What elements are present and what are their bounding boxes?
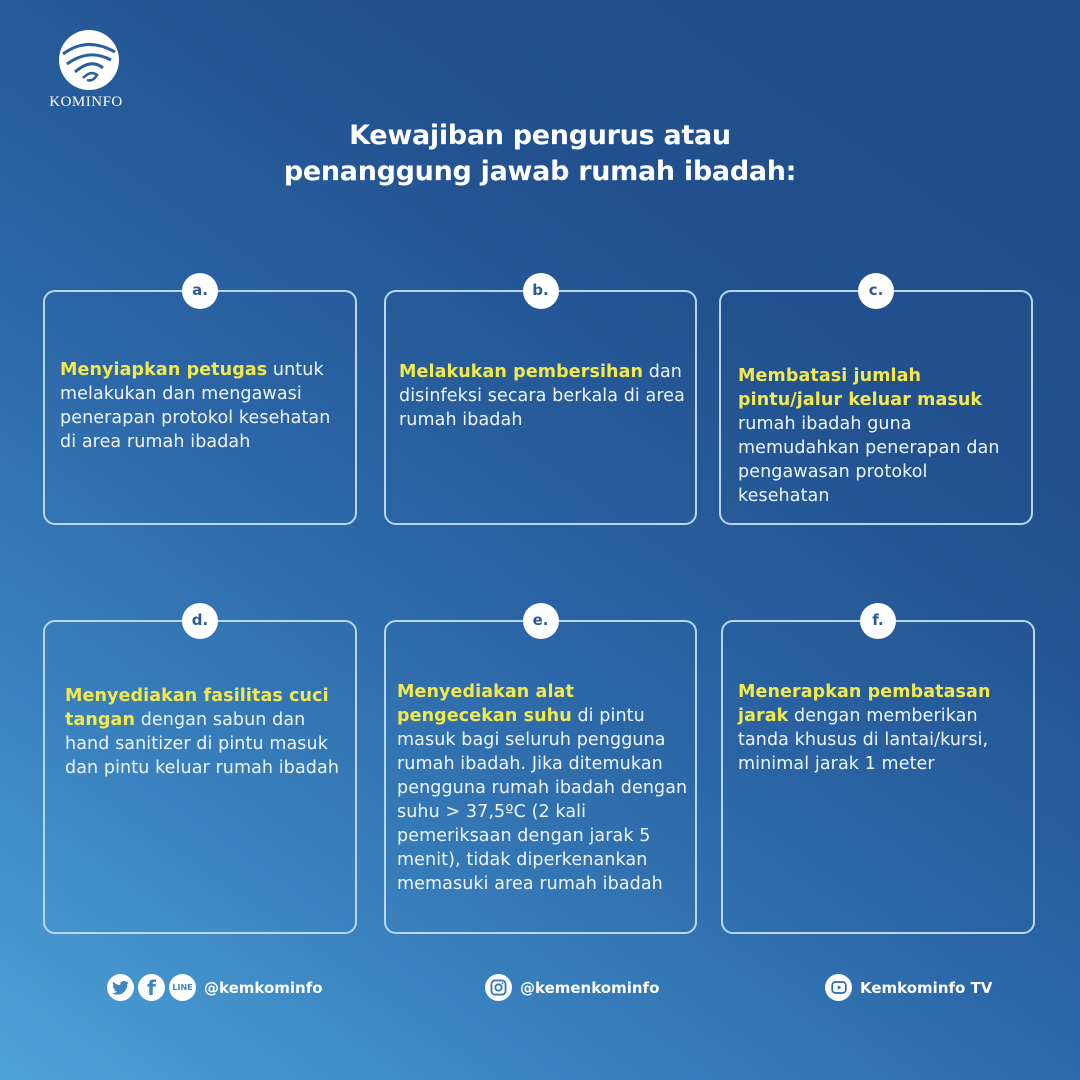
card-e bbox=[384, 611, 697, 934]
kemkominfo-handle[interactable]: @kemkominfo bbox=[204, 978, 323, 997]
footer-social-kemkominfo[interactable] bbox=[107, 974, 323, 1001]
youtube-icon[interactable] bbox=[825, 974, 852, 1001]
card-highlight: Menyediakan alat pengecekan suhu bbox=[397, 682, 574, 726]
kominfo-emblem-icon bbox=[57, 28, 121, 92]
card-highlight: Melakukan pembersihan bbox=[399, 362, 644, 382]
card-body bbox=[65, 684, 355, 780]
card-a bbox=[43, 281, 357, 525]
footer-social-instagram[interactable] bbox=[485, 974, 659, 1001]
line-icon[interactable]: LINE bbox=[169, 974, 196, 1001]
page-title bbox=[0, 118, 1080, 190]
facebook-icon[interactable]: f bbox=[138, 974, 165, 1001]
card-body bbox=[397, 680, 693, 896]
title-line-2: penanggung jawab rumah ibadah: bbox=[283, 156, 797, 187]
twitter-icon[interactable] bbox=[107, 974, 134, 1001]
card-highlight: Menerapkan pembatasan jarak bbox=[738, 682, 991, 726]
instagram-icon[interactable] bbox=[485, 974, 512, 1001]
card-label-badge: f. bbox=[860, 603, 896, 639]
card-text: rumah ibadah guna memudahkan penerapan dan pengawasan protokol kesehatan bbox=[738, 414, 1000, 506]
card-text: untuk melakukan dan mengawasi penerapan protokol kesehatan di area rumah ibadah bbox=[60, 360, 331, 452]
card-d bbox=[43, 611, 357, 934]
card-body bbox=[738, 680, 1030, 776]
card-b bbox=[384, 281, 697, 525]
card-highlight: Membatasi jumlah pintu/jalur keluar masuk bbox=[738, 366, 983, 410]
card-label-badge: e. bbox=[523, 603, 559, 639]
card-body bbox=[399, 360, 691, 432]
card-f bbox=[721, 611, 1035, 934]
card-label-badge: b. bbox=[523, 273, 559, 309]
logo-text: KOMINFO bbox=[49, 94, 123, 110]
title-line-1: Kewajiban pengurus atau bbox=[349, 120, 731, 151]
card-text: di pintu masuk bagi seluruh pengguna rumah ibadah. Jika ditemukan pengguna rumah ibadah dengan suhu > 37,5ºC (2 kali pemeriksaan dengan jarak 5 menit), tidak diperkenankan memasuki area rumah ibadah bbox=[397, 706, 688, 894]
card-label-badge: d. bbox=[182, 603, 218, 639]
kominfo-logo bbox=[44, 28, 134, 111]
footer-social-youtube[interactable] bbox=[825, 974, 992, 1001]
card-highlight: Menyediakan fasilitas cuci tangan bbox=[65, 686, 329, 730]
youtube-channel-name[interactable]: Kemkominfo TV bbox=[860, 978, 993, 997]
card-text: dengan sabun dan hand sanitizer di pintu masuk dan pintu keluar rumah ibadah bbox=[65, 710, 340, 778]
card-text: dan disinfeksi secara berkala di area rumah ibadah bbox=[399, 362, 685, 430]
card-c bbox=[719, 281, 1033, 525]
card-highlight: Menyiapkan petugas bbox=[60, 360, 268, 380]
card-text: dengan memberikan tanda khusus di lantai/kursi, minimal jarak 1 meter bbox=[738, 706, 989, 774]
card-label-badge: a. bbox=[182, 273, 218, 309]
card-body bbox=[738, 364, 1014, 508]
card-label-badge: c. bbox=[858, 273, 894, 309]
instagram-handle[interactable]: @kemenkominfo bbox=[520, 978, 660, 997]
card-body bbox=[60, 358, 350, 454]
